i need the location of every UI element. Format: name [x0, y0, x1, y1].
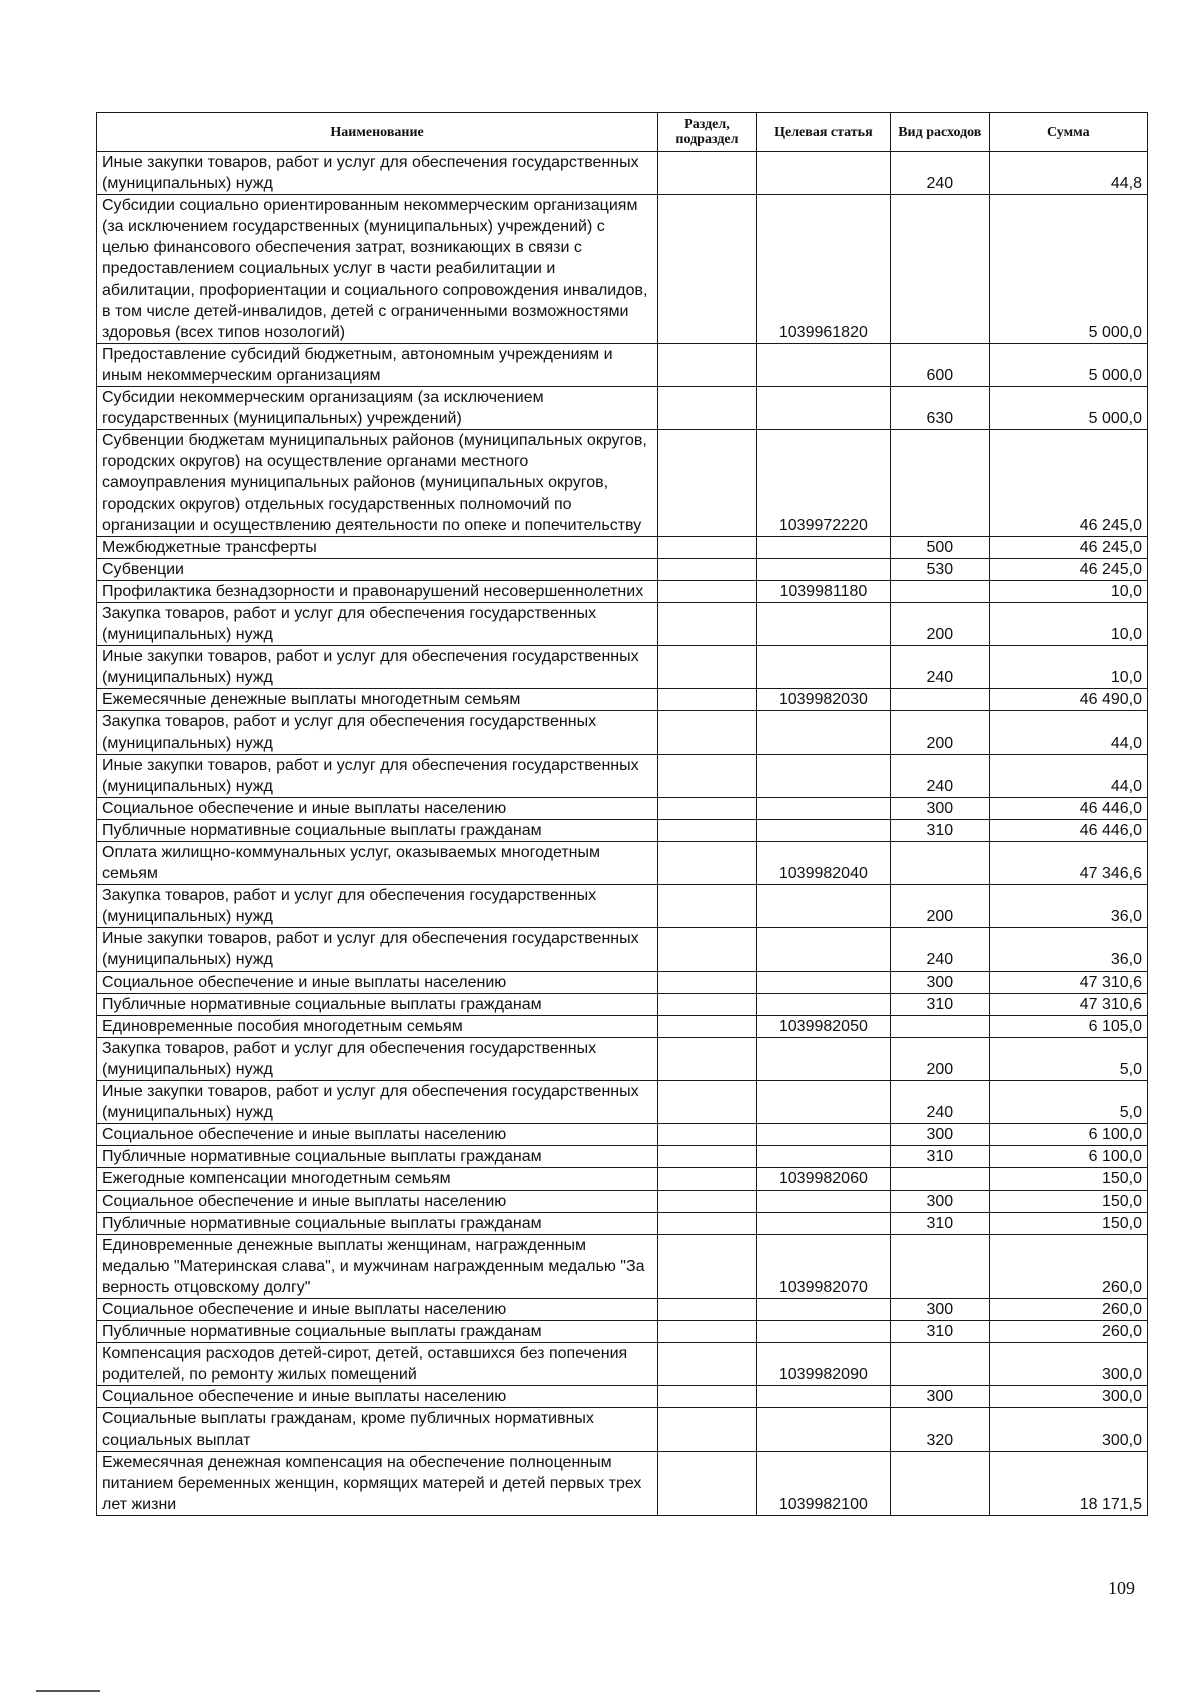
- cell-target: [756, 536, 890, 558]
- cell-type: 310: [891, 1321, 990, 1343]
- cell-name: Субсидии некоммерческим организациям (за исключением государственных (муниципальных) учреждений): [97, 387, 658, 430]
- header-target: Целевая статья: [756, 113, 890, 152]
- cell-target: [756, 343, 890, 386]
- table-row: [97, 1081, 1148, 1124]
- table-row: [97, 580, 1148, 602]
- cell-sum: 47 310,6: [989, 993, 1147, 1015]
- page-number: 109: [1108, 1578, 1135, 1598]
- cell-name: Закупка товаров, работ и услуг для обеспечения государственных (муниципальных) нужд: [97, 885, 658, 928]
- cell-name: Межбюджетные трансферты: [97, 536, 658, 558]
- cell-section: [658, 885, 757, 928]
- table-row: [97, 993, 1148, 1015]
- cell-sum: 5,0: [989, 1037, 1147, 1080]
- table-row: [97, 387, 1148, 430]
- cell-sum: 46 245,0: [989, 558, 1147, 580]
- cell-type: [891, 1015, 990, 1037]
- cell-section: [658, 1298, 757, 1320]
- cell-type: 200: [891, 602, 990, 645]
- table-row: [97, 343, 1148, 386]
- cell-section: [658, 1015, 757, 1037]
- cell-target: [756, 1190, 890, 1212]
- cell-name: Социальное обеспечение и иные выплаты населению: [97, 1386, 658, 1408]
- cell-section: [658, 1321, 757, 1343]
- cell-target: 1039982070: [756, 1234, 890, 1298]
- cell-type: 300: [891, 1190, 990, 1212]
- cell-target: [756, 1408, 890, 1451]
- header-sum: Сумма: [989, 113, 1147, 152]
- cell-type: 240: [891, 754, 990, 797]
- table-row: [97, 1015, 1148, 1037]
- cell-type: 240: [891, 1081, 990, 1124]
- table-row: [97, 797, 1148, 819]
- cell-target: [756, 646, 890, 689]
- cell-target: [756, 819, 890, 841]
- cell-name: Закупка товаров, работ и услуг для обеспечения государственных (муниципальных) нужд: [97, 602, 658, 645]
- cell-sum: 150,0: [989, 1212, 1147, 1234]
- budget-table: [96, 112, 1148, 1516]
- cell-name: Иные закупки товаров, работ и услуг для обеспечения государственных (муниципальных) нужд: [97, 928, 658, 971]
- cell-section: [658, 797, 757, 819]
- cell-name: Субсидии социально ориентированным некоммерческим организациям (за исключением государственных (муниципальных) учреждений) с целью финансового обеспечения затрат, возникающих в связи с предоставлением социальных услуг в части реабилитации и абилитации, профориентации и социального сопровождения инвалидов, в том числе детей-инвалидов, детей с ограниченными возможностями здоровья (всех типов нозологий): [97, 195, 658, 344]
- cell-type: 240: [891, 928, 990, 971]
- cell-sum: 36,0: [989, 928, 1147, 971]
- table-row: [97, 1124, 1148, 1146]
- cell-type: 310: [891, 1212, 990, 1234]
- cell-sum: 46 446,0: [989, 797, 1147, 819]
- cell-sum: 260,0: [989, 1234, 1147, 1298]
- cell-target: 1039972220: [756, 430, 890, 536]
- scan-edge-mark: [36, 1690, 100, 1692]
- table-row: [97, 1343, 1148, 1386]
- cell-name: Иные закупки товаров, работ и услуг для обеспечения государственных (муниципальных) нужд: [97, 152, 658, 195]
- cell-sum: 44,0: [989, 754, 1147, 797]
- cell-sum: 46 446,0: [989, 819, 1147, 841]
- cell-sum: 46 245,0: [989, 536, 1147, 558]
- header-name: Наименование: [97, 113, 658, 152]
- table-row: [97, 689, 1148, 711]
- cell-name: Субвенции: [97, 558, 658, 580]
- cell-sum: 6 100,0: [989, 1146, 1147, 1168]
- cell-name: Иные закупки товаров, работ и услуг для обеспечения государственных (муниципальных) нужд: [97, 1081, 658, 1124]
- table-row: [97, 1037, 1148, 1080]
- table-header-row: [97, 113, 1148, 152]
- cell-sum: 10,0: [989, 646, 1147, 689]
- cell-name: Компенсация расходов детей-сирот, детей, оставшихся без попечения родителей, по ремонту жилых помещений: [97, 1343, 658, 1386]
- cell-name: Публичные нормативные социальные выплаты гражданам: [97, 1212, 658, 1234]
- cell-name: Социальное обеспечение и иные выплаты населению: [97, 1190, 658, 1212]
- cell-section: [658, 754, 757, 797]
- cell-target: [756, 993, 890, 1015]
- cell-name: Иные закупки товаров, работ и услуг для обеспечения государственных (муниципальных) нужд: [97, 754, 658, 797]
- cell-sum: 18 171,5: [989, 1451, 1147, 1515]
- cell-section: [658, 1146, 757, 1168]
- cell-section: [658, 195, 757, 344]
- cell-sum: 47 346,6: [989, 842, 1147, 885]
- cell-name: Субвенции бюджетам муниципальных районов (муниципальных округов, городских округов) на осуществление органами местного самоуправления муниципальных районов (муниципальных округов, городских округов) отдельных государственных полномочий по организации и осуществлению деятельности по опеке и попечительству: [97, 430, 658, 536]
- table-row: [97, 152, 1148, 195]
- cell-section: [658, 1386, 757, 1408]
- cell-name: Закупка товаров, работ и услуг для обеспечения государственных (муниципальных) нужд: [97, 1037, 658, 1080]
- cell-type: 200: [891, 885, 990, 928]
- cell-type: 600: [891, 343, 990, 386]
- table-row: [97, 602, 1148, 645]
- cell-section: [658, 1234, 757, 1298]
- cell-target: [756, 1124, 890, 1146]
- cell-name: Социальные выплаты гражданам, кроме публичных нормативных социальных выплат: [97, 1408, 658, 1451]
- cell-section: [658, 842, 757, 885]
- cell-section: [658, 1124, 757, 1146]
- cell-target: [756, 558, 890, 580]
- cell-target: [756, 1146, 890, 1168]
- cell-target: 1039961820: [756, 195, 890, 344]
- table-row: [97, 1321, 1148, 1343]
- table-row: [97, 646, 1148, 689]
- cell-section: [658, 430, 757, 536]
- header-section: Раздел, подраздел: [658, 113, 757, 152]
- cell-sum: 47 310,6: [989, 971, 1147, 993]
- cell-type: 320: [891, 1408, 990, 1451]
- cell-section: [658, 993, 757, 1015]
- cell-section: [658, 1190, 757, 1212]
- table-row: [97, 1408, 1148, 1451]
- cell-target: [756, 971, 890, 993]
- cell-type: 300: [891, 1124, 990, 1146]
- cell-type: [891, 195, 990, 344]
- cell-target: [756, 711, 890, 754]
- table-row: [97, 558, 1148, 580]
- cell-sum: 5 000,0: [989, 343, 1147, 386]
- cell-sum: 10,0: [989, 602, 1147, 645]
- cell-name: Социальное обеспечение и иные выплаты населению: [97, 971, 658, 993]
- cell-section: [658, 928, 757, 971]
- cell-sum: 46 245,0: [989, 430, 1147, 536]
- table-row: [97, 885, 1148, 928]
- cell-sum: 44,0: [989, 711, 1147, 754]
- cell-sum: 300,0: [989, 1343, 1147, 1386]
- cell-type: 300: [891, 1386, 990, 1408]
- cell-section: [658, 1343, 757, 1386]
- cell-type: [891, 1343, 990, 1386]
- table-row: [97, 1298, 1148, 1320]
- cell-target: 1039982030: [756, 689, 890, 711]
- cell-target: [756, 387, 890, 430]
- table-row: [97, 819, 1148, 841]
- cell-section: [658, 1451, 757, 1515]
- cell-target: [756, 1212, 890, 1234]
- cell-section: [658, 711, 757, 754]
- cell-section: [658, 1212, 757, 1234]
- table-row: [97, 1190, 1148, 1212]
- table-row: [97, 430, 1148, 536]
- cell-type: 300: [891, 797, 990, 819]
- table-row: [97, 711, 1148, 754]
- cell-section: [658, 558, 757, 580]
- cell-sum: 46 490,0: [989, 689, 1147, 711]
- cell-name: Социальное обеспечение и иные выплаты населению: [97, 1298, 658, 1320]
- cell-type: 310: [891, 993, 990, 1015]
- cell-sum: 260,0: [989, 1298, 1147, 1320]
- cell-name: Публичные нормативные социальные выплаты гражданам: [97, 1321, 658, 1343]
- cell-target: [756, 797, 890, 819]
- cell-type: [891, 1168, 990, 1190]
- table-row: [97, 1168, 1148, 1190]
- table-row: [97, 1212, 1148, 1234]
- cell-sum: 10,0: [989, 580, 1147, 602]
- cell-sum: 5 000,0: [989, 195, 1147, 344]
- cell-section: [658, 1081, 757, 1124]
- cell-type: 310: [891, 819, 990, 841]
- cell-target: [756, 1386, 890, 1408]
- cell-target: 1039982090: [756, 1343, 890, 1386]
- cell-name: Публичные нормативные социальные выплаты гражданам: [97, 993, 658, 1015]
- cell-type: 500: [891, 536, 990, 558]
- cell-target: [756, 1037, 890, 1080]
- cell-section: [658, 646, 757, 689]
- cell-name: Социальное обеспечение и иные выплаты населению: [97, 1124, 658, 1146]
- cell-section: [658, 602, 757, 645]
- cell-sum: 44,8: [989, 152, 1147, 195]
- cell-section: [658, 580, 757, 602]
- cell-target: 1039981180: [756, 580, 890, 602]
- cell-name: Социальное обеспечение и иные выплаты населению: [97, 797, 658, 819]
- cell-sum: 260,0: [989, 1321, 1147, 1343]
- cell-target: [756, 754, 890, 797]
- cell-type: [891, 689, 990, 711]
- table-row: [97, 1386, 1148, 1408]
- cell-sum: 5 000,0: [989, 387, 1147, 430]
- table-row: [97, 1146, 1148, 1168]
- table-row: [97, 1234, 1148, 1298]
- cell-type: 240: [891, 646, 990, 689]
- cell-sum: 36,0: [989, 885, 1147, 928]
- cell-section: [658, 536, 757, 558]
- cell-section: [658, 343, 757, 386]
- cell-sum: 300,0: [989, 1408, 1147, 1451]
- cell-name: Предоставление субсидий бюджетным, автономным учреждениям и иным некоммерческим организациям: [97, 343, 658, 386]
- cell-target: 1039982100: [756, 1451, 890, 1515]
- cell-type: 200: [891, 711, 990, 754]
- table-row: [97, 754, 1148, 797]
- cell-name: Ежемесячные денежные выплаты многодетным семьям: [97, 689, 658, 711]
- cell-target: [756, 1321, 890, 1343]
- cell-name: Единовременные денежные выплаты женщинам, награжденным медалью "Материнская слава", и мужчинам награжденным медалью "За верность отцовскому долгу": [97, 1234, 658, 1298]
- cell-sum: 150,0: [989, 1190, 1147, 1212]
- table-row: [97, 195, 1148, 344]
- cell-type: 310: [891, 1146, 990, 1168]
- cell-type: [891, 1451, 990, 1515]
- cell-target: [756, 152, 890, 195]
- cell-sum: 6 100,0: [989, 1124, 1147, 1146]
- cell-target: [756, 1081, 890, 1124]
- cell-type: 530: [891, 558, 990, 580]
- table-row: [97, 536, 1148, 558]
- cell-type: 300: [891, 1298, 990, 1320]
- cell-type: [891, 1234, 990, 1298]
- cell-name: Ежемесячная денежная компенсация на обеспечение полноценным питанием беременных женщин, кормящих матерей и детей первых трех лет жизни: [97, 1451, 658, 1515]
- cell-section: [658, 152, 757, 195]
- table-row: [97, 971, 1148, 993]
- table-body: [97, 152, 1148, 1516]
- cell-type: 240: [891, 152, 990, 195]
- cell-section: [658, 689, 757, 711]
- cell-section: [658, 1408, 757, 1451]
- cell-section: [658, 1037, 757, 1080]
- header-type: Вид расходов: [891, 113, 990, 152]
- cell-target: 1039982060: [756, 1168, 890, 1190]
- cell-type: 300: [891, 971, 990, 993]
- cell-name: Профилактика безнадзорности и правонарушений несовершеннолетних: [97, 580, 658, 602]
- cell-sum: 150,0: [989, 1168, 1147, 1190]
- cell-name: Единовременные пособия многодетным семьям: [97, 1015, 658, 1037]
- cell-type: [891, 580, 990, 602]
- cell-sum: 6 105,0: [989, 1015, 1147, 1037]
- cell-type: [891, 842, 990, 885]
- cell-sum: 300,0: [989, 1386, 1147, 1408]
- cell-target: [756, 1298, 890, 1320]
- cell-type: 630: [891, 387, 990, 430]
- cell-target: [756, 602, 890, 645]
- table-row: [97, 928, 1148, 971]
- cell-target: [756, 885, 890, 928]
- cell-sum: 5,0: [989, 1081, 1147, 1124]
- cell-section: [658, 1168, 757, 1190]
- cell-name: Оплата жилищно-коммунальных услуг, оказываемых многодетным семьям: [97, 842, 658, 885]
- table-row: [97, 842, 1148, 885]
- cell-target: [756, 928, 890, 971]
- cell-section: [658, 819, 757, 841]
- cell-name: Публичные нормативные социальные выплаты гражданам: [97, 1146, 658, 1168]
- cell-type: 200: [891, 1037, 990, 1080]
- cell-name: Ежегодные компенсации многодетным семьям: [97, 1168, 658, 1190]
- cell-type: [891, 430, 990, 536]
- cell-section: [658, 971, 757, 993]
- table-row: [97, 1451, 1148, 1515]
- cell-section: [658, 387, 757, 430]
- cell-name: Публичные нормативные социальные выплаты гражданам: [97, 819, 658, 841]
- cell-name: Закупка товаров, работ и услуг для обеспечения государственных (муниципальных) нужд: [97, 711, 658, 754]
- cell-name: Иные закупки товаров, работ и услуг для обеспечения государственных (муниципальных) нужд: [97, 646, 658, 689]
- cell-target: 1039982050: [756, 1015, 890, 1037]
- cell-target: 1039982040: [756, 842, 890, 885]
